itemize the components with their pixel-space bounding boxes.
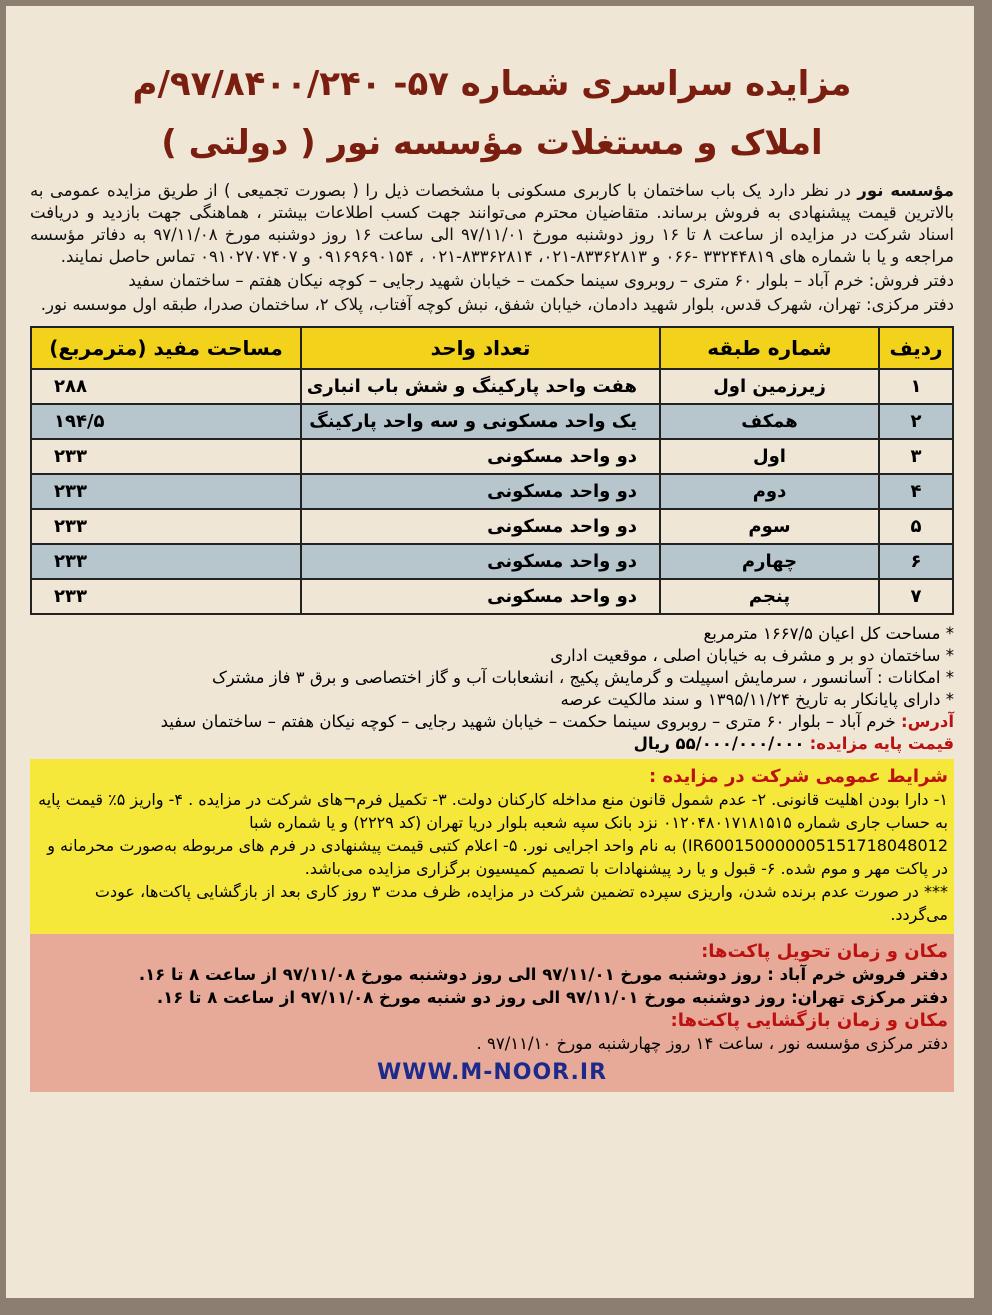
conditions-heading: شرایط عمومی شرکت در مزایده :	[649, 766, 948, 787]
features-list	[30, 623, 954, 755]
col-header-area: مساحت مفید (مترمربع)	[31, 327, 301, 369]
cell-units: دو واحد مسکونی	[301, 544, 660, 579]
col-header-row-number: ردیف	[879, 327, 953, 369]
central-office: دفتر مرکزی: تهران، شهرک قدس، بلوار شهید دادمان، خیابان شفق، نبش کوچه آفتاب، پلاک ۲، ساختمان صدرا، طبقه اول موسسه نور.	[40, 295, 954, 314]
cell-units: دو واحد مسکونی	[301, 509, 660, 544]
conditions-box	[30, 759, 954, 934]
table-row	[31, 369, 953, 404]
cell-row-number: ۵	[879, 509, 953, 544]
iban-number: (IR600150000005151718048012	[681, 836, 948, 855]
base-price-value: ۵۵/۰۰۰/۰۰۰/۰۰۰ ریال	[633, 734, 805, 753]
base-price	[30, 733, 954, 755]
table-row	[31, 439, 953, 474]
cell-floor: دوم	[660, 474, 879, 509]
auction-notice	[30, 6, 954, 1092]
cell-row-number: ۶	[879, 544, 953, 579]
cell-area: ۲۳۳	[31, 544, 301, 579]
conditions-text-2: به نام واحد اجرایی نور. ۵- اعلام کتبی قیمت پیشنهادی در فرم های مربوطه به‌صورت محرمانه و در پاکت مهر و موم شده. ۶- قبول و یا رد پیشنهادات با تصمیم کمیسیون برگزاری مزایده می‌باشد.	[47, 836, 948, 878]
cell-row-number: ۴	[879, 474, 953, 509]
delivery-box	[30, 934, 954, 1092]
cell-units: هفت واحد پارکینگ و شش باب انباری	[301, 369, 660, 404]
address-text: خرم آباد – بلوار ۶۰ متری – روبروی سینما حکمت – خیابان شهید رجایی – کوچه نیکان هفتم – ساختمان سفید	[160, 712, 896, 731]
newspaper-page	[6, 6, 974, 1298]
intro-text: در نظر دارد یک باب ساختمان با کاربری مسکونی با مشخصات ذیل را ( بصورت تجمیعی ) از طریق مزایده عمومی به بالاترین قیمت پیشنهادی به فروش برساند. متقاضیان محترم می‌توانند جهت کسب اطلاعات بیشتر ، هماهنگی جهت بازدید و دریافت اسناد شرکت در مزایده از ساعت ۸ تا ۱۶ روز دوشنبه مورخ ۹۷/۱۱/۰۱ الی ساعت ۱۶ روز دوشنبه مورخ ۹۷/۱۱/۰۸ به دفاتر مؤسسه مراجعه و یا با شماره های ۳۳۲۴۴۸۱۹ -۰۶۶ و ۸۳۳۶۲۸۱۳-۰۲۱، ۸۳۳۶۲۸۱۴-۰۲۱ ، ۰۹۱۶۹۶۹۰۱۵۴ و ۰۹۱۰۲۷۰۷۴۰۷ تماس حاصل نمایند.	[30, 181, 955, 266]
table-header-row	[31, 327, 953, 369]
table-row	[31, 474, 953, 509]
table-row	[31, 579, 953, 614]
cell-floor: سوم	[660, 509, 879, 544]
conditions-text	[36, 788, 948, 880]
col-header-units: تعداد واحد	[301, 327, 660, 369]
notice-subtitle: املاک و مستغلات مؤسسه نور ( دولتی )	[161, 123, 823, 163]
base-price-label: قیمت پایه مزایده:	[809, 734, 954, 753]
tehran-label: دفتر مرکزی تهران:	[791, 988, 948, 1007]
list-item: * مساحت کل اعیان ۱۶۶۷/۵ مترمربع	[703, 624, 954, 643]
tehran-delivery	[36, 986, 948, 1009]
website-link[interactable]: WWW.M-NOOR.IR	[376, 1060, 608, 1085]
cell-floor: پنجم	[660, 579, 879, 614]
intro-paragraph	[30, 180, 954, 268]
cell-row-number: ۲	[879, 404, 953, 439]
cell-units: دو واحد مسکونی	[301, 474, 660, 509]
refund-note: *** در صورت عدم برنده شدن، واریزی سپرده تضمین شرکت در مزایده، ظرف مدت ۳ روز کاری بعد از بازگشایی پاکت‌ها، عودت می‌گردد.	[94, 882, 948, 924]
cell-area: ۲۳۳	[31, 509, 301, 544]
conditions-text-1: ۱- دارا بودن اهلیت قانونی. ۲- عدم شمول قانون منع مداخله کارکنان دولت. ۳- تکمیل فرم¬های شرکت در مزایده . ۴- واریز ۵٪ قیمت پایه به حساب جاری شماره ۰۱۲۰۴۸۰۱۷۱۸۱۵۱۵ نزد بانک سپه شعبه بلوار دریا تهران (کد ۲۲۲۹) و یا شماره شبا	[38, 790, 948, 832]
list-item: * دارای پایانکار به تاریخ ۱۳۹۵/۱۱/۲۴ و سند مالکیت عرصه	[560, 690, 954, 709]
table-row	[31, 509, 953, 544]
cell-area: ۱۹۴/۵	[31, 404, 301, 439]
cell-floor: زیرزمین اول	[660, 369, 879, 404]
khorramabad-text: روز دوشنبه مورخ ۹۷/۱۱/۰۱ الی روز دوشنبه مورخ ۹۷/۱۱/۰۸ از ساعت ۸ تا ۱۶.	[138, 965, 762, 984]
col-header-floor: شماره طبقه	[660, 327, 879, 369]
list-item: * امکانات : آسانسور ، سرمایش اسپیلت و گرمایش پکیج ، انشعابات آب و گاز اختصاصی و برق ۳ فاز مشترک	[212, 668, 954, 687]
floors-table	[30, 326, 954, 615]
list-item: * ساختمان دو بر و مشرف به خیابان اصلی ، موقعیت اداری	[550, 646, 954, 665]
cell-area: ۲۸۸	[31, 369, 301, 404]
address	[30, 711, 954, 733]
notice-title: مزایده سراسری شماره ۵۷- ۹۷/۸۴۰۰/۲۴۰/م	[132, 64, 852, 104]
cell-area: ۲۳۳	[31, 439, 301, 474]
cell-units: دو واحد مسکونی	[301, 439, 660, 474]
table-row	[31, 544, 953, 579]
sales-office: دفتر فروش: خرم آباد – بلوار ۶۰ متری – روبروی سینما حکمت – خیابان شهید رجایی – کوچه نیکان هفتم – ساختمان سفید	[128, 271, 954, 290]
opening-heading: مکان و زمان بازگشایی پاکت‌ها:	[670, 1010, 948, 1031]
delivery-heading: مکان و زمان تحویل پاکت‌ها:	[701, 941, 948, 962]
tehran-text: روز دوشنبه مورخ ۹۷/۱۱/۰۱ الی روز دو شنبه مورخ ۹۷/۱۱/۰۸ از ساعت ۸ تا ۱۶.	[156, 988, 786, 1007]
table-row	[31, 404, 953, 439]
khorramabad-delivery	[36, 963, 948, 986]
cell-row-number: ۱	[879, 369, 953, 404]
cell-floor: همکف	[660, 404, 879, 439]
opening-text: دفتر مرکزی مؤسسه نور ، ساعت ۱۴ روز چهارشنبه مورخ ۹۷/۱۱/۱۰ .	[476, 1034, 948, 1053]
cell-floor: اول	[660, 439, 879, 474]
org-name: مؤسسه نور	[857, 181, 954, 200]
khorramabad-label: دفتر فروش خرم آباد :	[767, 965, 948, 984]
cell-area: ۲۳۳	[31, 474, 301, 509]
cell-units: دو واحد مسکونی	[301, 579, 660, 614]
cell-row-number: ۳	[879, 439, 953, 474]
cell-units: یک واحد مسکونی و سه واحد پارکینگ	[301, 404, 660, 439]
cell-row-number: ۷	[879, 579, 953, 614]
cell-floor: چهارم	[660, 544, 879, 579]
address-label: آدرس:	[901, 712, 954, 731]
cell-area: ۲۳۳	[31, 579, 301, 614]
